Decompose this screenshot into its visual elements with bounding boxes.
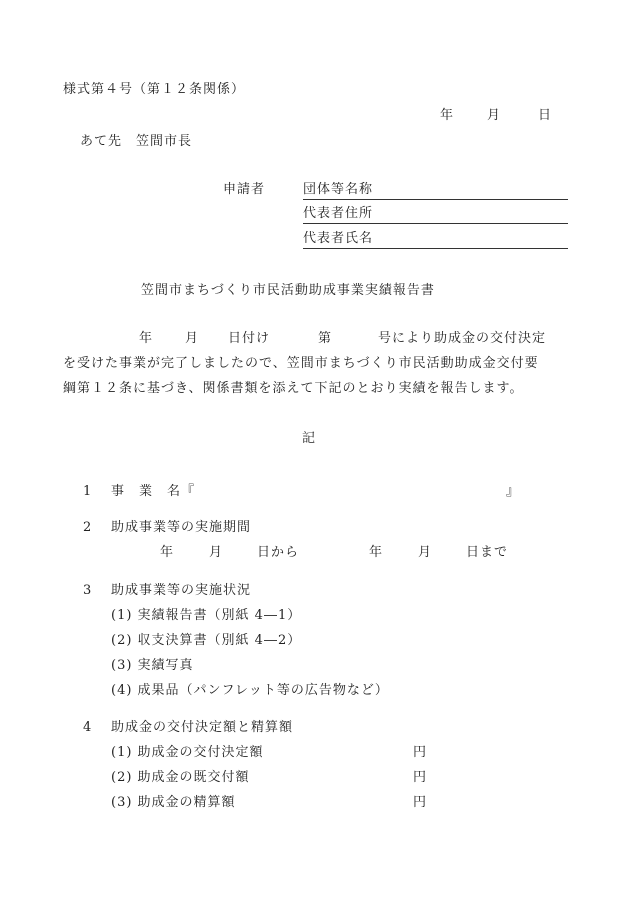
applicant-label: 申請者 — [223, 182, 266, 197]
rep-name-field[interactable]: 代表者氏名 — [303, 231, 568, 249]
period-to: 日まで — [466, 545, 509, 560]
section3-item: (3) 実績写真 — [111, 658, 194, 673]
section1-label: 事 業 名『 — [111, 484, 196, 499]
section3-number: 3 — [83, 583, 93, 598]
date-day-label: 日 — [538, 108, 553, 123]
period-start-year: 年 — [160, 545, 175, 560]
period-end-year: 年 — [369, 545, 384, 560]
period-from: 日から — [257, 545, 300, 560]
section3-item: (1) 実績報告書（別紙 4―1） — [111, 608, 302, 623]
body-no: 第 — [318, 331, 333, 346]
body-line1-text: 号により助成金の交付決定 — [378, 331, 547, 346]
org-name-field[interactable]: 団体等名称 — [303, 182, 568, 200]
section1-close: 』 — [506, 484, 521, 499]
section4-label: 助成金の交付決定額と精算額 — [111, 720, 294, 735]
period-start-month: 月 — [209, 545, 224, 560]
section4-item: (1) 助成金の交付決定額 — [111, 745, 264, 760]
section4-number: 4 — [83, 720, 93, 735]
date-month-label: 月 — [487, 108, 502, 123]
yen-unit: 円 — [413, 795, 428, 810]
rep-address-field[interactable]: 代表者住所 — [303, 206, 568, 224]
yen-unit: 円 — [413, 770, 428, 785]
body-dated: 日付け — [228, 331, 271, 346]
body-month: 月 — [185, 331, 200, 346]
addressee: あて先 笠間市長 — [80, 134, 193, 149]
yen-unit: 円 — [413, 745, 428, 760]
body-year: 年 — [139, 331, 154, 346]
date-year-label: 年 — [440, 108, 455, 123]
section4-item: (3) 助成金の精算額 — [111, 795, 236, 810]
section2-number: 2 — [83, 520, 93, 535]
period-end-month: 月 — [418, 545, 433, 560]
section2-label: 助成事業等の実施期間 — [111, 520, 252, 535]
ki-heading: 記 — [302, 431, 317, 446]
section3-label: 助成事業等の実施状況 — [111, 583, 252, 598]
body-line3: 綱第１２条に基づき、関係書類を添えて下記のとおり実績を報告します。 — [63, 381, 524, 396]
section1-number: 1 — [83, 484, 93, 499]
form-number: 様式第４号（第１２条関係） — [63, 82, 246, 97]
body-line2: を受けた事業が完了しましたので、笠間市まちづくり市民活動助成金交付要 — [63, 356, 539, 371]
section3-item: (4) 成果品（パンフレット等の広告物など） — [111, 683, 389, 698]
page-title: 笠間市まちづくり市民活動助成事業実績報告書 — [141, 283, 435, 298]
section4-item: (2) 助成金の既交付額 — [111, 770, 250, 785]
section3-item: (2) 収支決算書（別紙 4―2） — [111, 633, 302, 648]
